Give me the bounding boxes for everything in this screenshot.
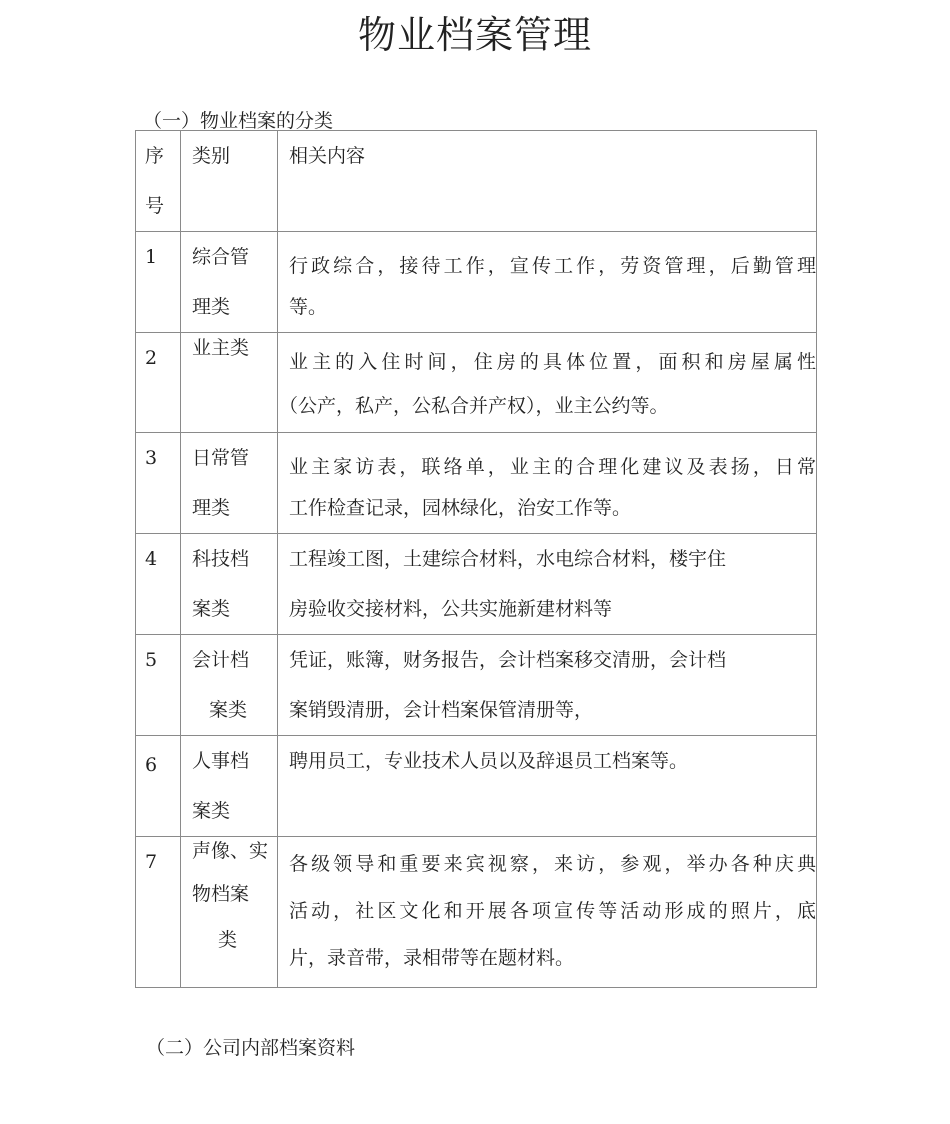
header-serial-cell xyxy=(136,131,181,232)
content-line: 房验收交接材料，公共实施新建材料等 xyxy=(289,598,613,620)
row-category xyxy=(181,534,278,635)
category-line: 类 xyxy=(218,929,238,951)
category-line: 理类 xyxy=(192,497,231,519)
content-line: 聘用员工，专业技术人员以及辞退员工档案等。 xyxy=(289,750,689,772)
content-line: 各级领导和重要来宾视察，来访，参观，举办各种庆典 xyxy=(289,853,816,875)
content-line: （公产，私产，公私合并产权），业主公约等。 xyxy=(279,395,669,417)
row-content xyxy=(278,736,817,837)
row-category xyxy=(181,433,278,534)
category-line: 日常管 xyxy=(192,447,250,469)
row-serial: 1 xyxy=(136,232,181,333)
content-line: 行政综合，接待工作，宣传工作，劳资管理，后勤管理 xyxy=(289,255,816,277)
row-category xyxy=(181,232,278,333)
table-row xyxy=(136,635,817,736)
category-line: 人事档 xyxy=(192,750,250,772)
row-content xyxy=(278,433,817,534)
table-row xyxy=(136,333,817,433)
row-serial: 3 xyxy=(136,433,181,534)
row-serial: 6 xyxy=(136,736,181,837)
category-line: 案类 xyxy=(192,598,231,620)
content-line: 案销毁清册，会计档案保管清册等， xyxy=(289,699,594,721)
row-content xyxy=(278,837,817,988)
category-line: 会计档 xyxy=(192,649,250,671)
category-line: 声像、实 xyxy=(192,840,269,862)
row-serial: 4 xyxy=(136,534,181,635)
row-category xyxy=(181,736,278,837)
content-line: 活动，社区文化和开展各项宣传等活动形成的照片，底 xyxy=(289,900,816,922)
row-content xyxy=(278,232,817,333)
category-line: 案类 xyxy=(209,699,248,721)
row-category xyxy=(181,837,278,988)
row-serial: 7 xyxy=(136,837,181,988)
table-row xyxy=(136,534,817,635)
table-row xyxy=(136,433,817,534)
table-header-row xyxy=(136,131,817,232)
row-category xyxy=(181,635,278,736)
content-line: 片，录音带，录相带等在题材料。 xyxy=(289,947,575,969)
header-serial-line2: 号 xyxy=(145,195,165,217)
table-row xyxy=(136,232,817,333)
content-line: 业主的入住时间，住房的具体位置，面积和房屋属性 xyxy=(289,351,816,373)
document-title: 物业档案管理 xyxy=(357,13,592,57)
content-line: 工作检查记录，园林绿化，治安工作等。 xyxy=(289,497,632,519)
table-row xyxy=(136,837,817,988)
header-category-label: 类别 xyxy=(192,145,231,167)
section-heading-internal-archives: （二）公司内部档案资料 xyxy=(146,1037,356,1059)
header-serial-line1: 序 xyxy=(145,145,165,167)
header-content-cell xyxy=(278,131,817,232)
row-content xyxy=(278,333,817,433)
category-line: 理类 xyxy=(192,296,231,318)
content-line: 工程竣工图，土建综合材料，水电综合材料，楼宇住 xyxy=(289,548,727,570)
category-line: 物档案 xyxy=(192,883,250,905)
table-row xyxy=(136,736,817,837)
category-line: 科技档 xyxy=(192,548,250,570)
row-serial: 2 xyxy=(136,333,181,433)
row-content xyxy=(278,635,817,736)
row-serial: 5 xyxy=(136,635,181,736)
content-line: 业主家访表，联络单，业主的合理化建议及表扬，日常 xyxy=(289,456,816,478)
content-line: 等。 xyxy=(289,296,328,318)
header-content-label: 相关内容 xyxy=(289,145,366,167)
content-line: 凭证，账簿，财务报告，会计档案移交清册，会计档 xyxy=(289,649,727,671)
section-heading-classification: （一）物业档案的分类 xyxy=(143,110,334,132)
category-line: 综合管 xyxy=(192,246,250,268)
row-content xyxy=(278,534,817,635)
row-category xyxy=(181,333,278,433)
category-line: 业主类 xyxy=(192,337,250,359)
archive-category-table xyxy=(135,130,817,988)
category-line: 案类 xyxy=(192,800,231,822)
header-category-cell xyxy=(181,131,278,232)
